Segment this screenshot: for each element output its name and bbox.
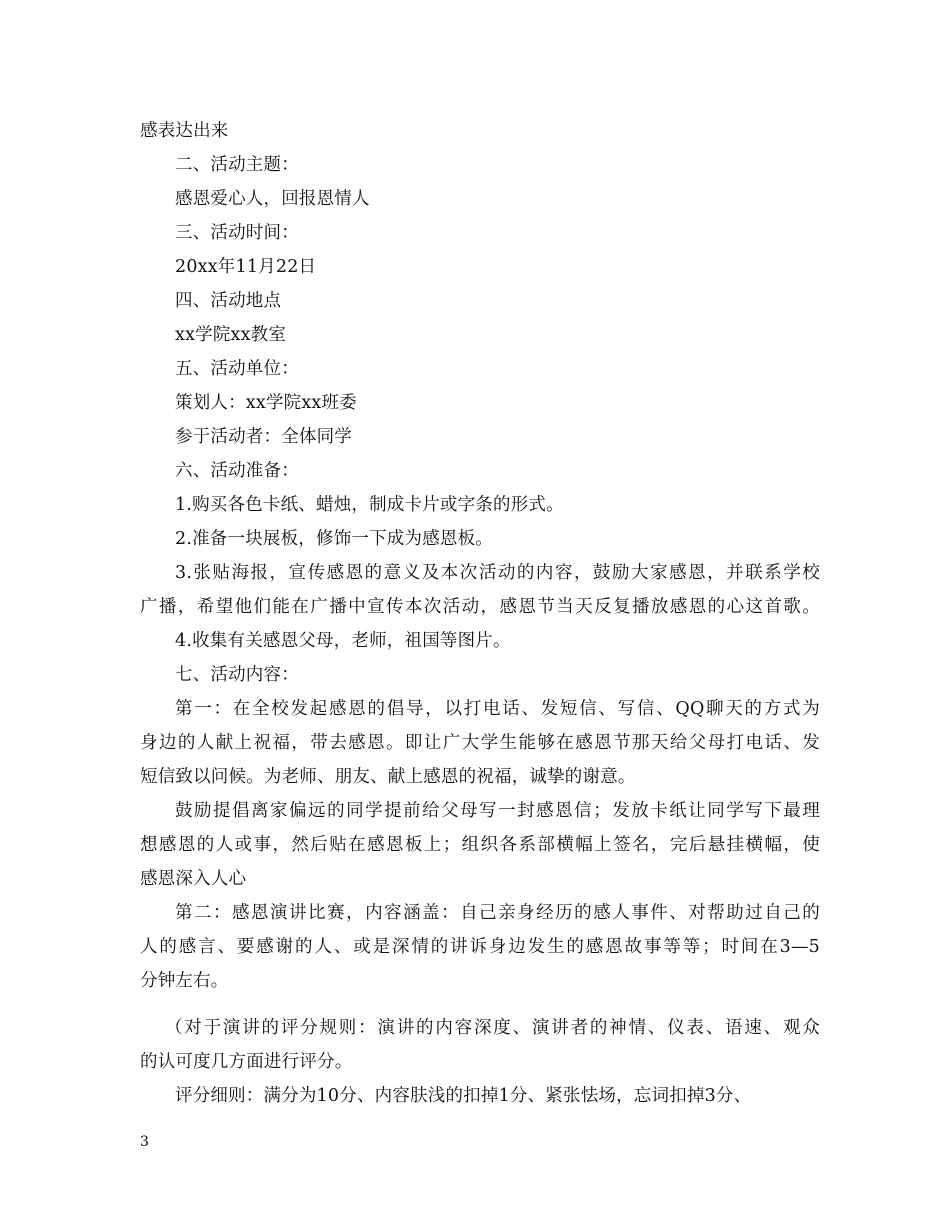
paragraph-line: 想感恩的人或事，然后贴在感恩板上；组织各系部横幅上签名，完后悬挂横幅，使 bbox=[140, 835, 820, 855]
list-item: 2.准备一块展板，修饰一下成为感恩板。 bbox=[175, 529, 493, 549]
paragraph-line: 评分细则：满分为10分、内容肤浅的扣掉1分、紧张怯场，忘词扣掉3分、 bbox=[175, 1086, 752, 1106]
section-heading: 六、活动准备： bbox=[175, 461, 299, 481]
paragraph-line: 第一：在全校发起感恩的倡导，以打电话、发短信、写信、QQ聊天的方式为 bbox=[175, 699, 820, 719]
text-line: 20xx年11月22日 bbox=[175, 257, 317, 277]
paragraph-line: 分钟左右。 bbox=[140, 971, 229, 991]
text-line: 感恩爱心人，回报恩情人 bbox=[175, 189, 370, 209]
text-line: 策划人：xx学院xx班委 bbox=[175, 393, 357, 413]
section-heading: 五、活动单位： bbox=[175, 359, 299, 379]
paragraph-line: 第二：感恩演讲比赛，内容涵盖：自己亲身经历的感人事件、对帮助过自己的 bbox=[175, 903, 820, 923]
section-heading: 七、活动内容： bbox=[175, 665, 299, 685]
paragraph-line: 人的感言、要感谢的人、或是深情的讲诉身边发生的感恩故事等等；时间在3—5 bbox=[140, 937, 820, 957]
list-item: 4.收集有关感恩父母，老师，祖国等图片。 bbox=[175, 631, 511, 651]
text-line: 感表达出来 bbox=[140, 121, 229, 141]
text-line: xx学院xx教室 bbox=[175, 325, 287, 345]
paragraph-line: 身边的人献上祝福，带去感恩。即让广大学生能够在感恩节那天给父母打电话、发 bbox=[140, 733, 820, 753]
section-heading: 四、活动地点 bbox=[175, 291, 282, 311]
text-line: 参于活动者：全体同学 bbox=[175, 427, 352, 447]
section-heading: 三、活动时间： bbox=[175, 223, 299, 243]
paragraph-line: 鼓励提倡离家偏远的同学提前给父母写一封感恩信；发放卡纸让同学写下最理 bbox=[175, 801, 820, 821]
list-item: 3.张贴海报，宣传感恩的意义及本次活动的内容，鼓励大家感恩，并联系学校 bbox=[175, 563, 820, 583]
paragraph-line: 的认可度几方面进行评分。 bbox=[140, 1052, 353, 1072]
paragraph-line: 短信致以问候。为老师、朋友、献上感恩的祝福，诚挚的谢意。 bbox=[140, 767, 636, 787]
page-number: 3 bbox=[140, 1134, 149, 1150]
paragraph-line: （对于演讲的评分规则：演讲的内容深度、演讲者的神情、仪表、语速、观众 bbox=[165, 1018, 820, 1038]
section-heading: 二、活动主题： bbox=[175, 155, 299, 175]
list-item: 1.购买各色卡纸、蜡烛，制成卡片或字条的形式。 bbox=[175, 495, 564, 515]
paragraph-line: 感恩深入人心 bbox=[140, 869, 247, 889]
text-line: 广播，希望他们能在广播中宣传本次活动，感恩节当天反复播放感恩的心这首歌。 bbox=[140, 597, 820, 617]
